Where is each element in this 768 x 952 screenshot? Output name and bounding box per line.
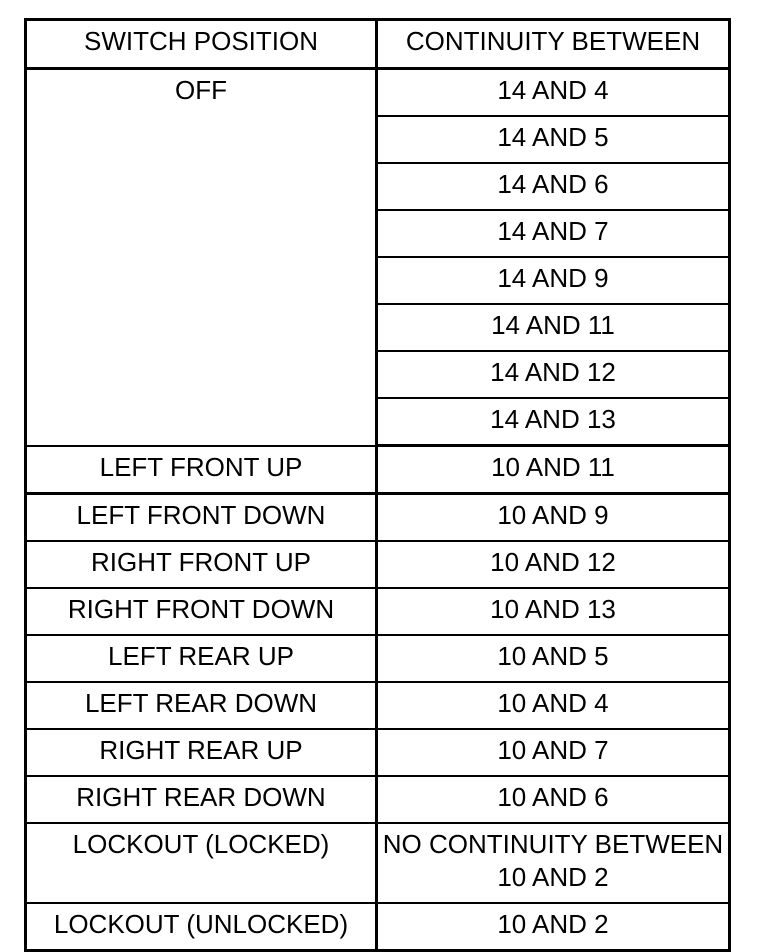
table-row <box>26 541 730 588</box>
table-row <box>26 494 730 542</box>
position-cell: LOCKOUT (LOCKED) <box>26 823 377 903</box>
continuity-cell: 14 AND 5 <box>377 116 730 163</box>
continuity-cell: 10 AND 12 <box>377 541 730 588</box>
continuity-cell: 10 AND 2 <box>377 903 730 951</box>
continuity-cell: NO CONTINUITY BETWEEN 10 AND 2 <box>377 823 730 903</box>
header-switch-position: SWITCH POSITION <box>26 20 377 69</box>
continuity-cell: 10 AND 6 <box>377 776 730 823</box>
position-cell: RIGHT FRONT UP <box>26 541 377 588</box>
continuity-cell: 10 AND 5 <box>377 635 730 682</box>
table-row <box>26 823 730 903</box>
table-row <box>26 69 730 117</box>
continuity-cell: 10 AND 11 <box>377 446 730 494</box>
position-cell: RIGHT REAR UP <box>26 729 377 776</box>
continuity-cell: 14 AND 6 <box>377 163 730 210</box>
header-row <box>26 20 730 69</box>
continuity-cell: 14 AND 4 <box>377 69 730 117</box>
table-row <box>26 446 730 494</box>
position-cell: LEFT FRONT DOWN <box>26 494 377 542</box>
continuity-table <box>24 18 731 952</box>
continuity-cell: 10 AND 13 <box>377 588 730 635</box>
position-cell: LEFT REAR UP <box>26 635 377 682</box>
continuity-cell: 10 AND 9 <box>377 494 730 542</box>
continuity-cell: 14 AND 7 <box>377 210 730 257</box>
position-cell: LEFT REAR DOWN <box>26 682 377 729</box>
table-row <box>26 729 730 776</box>
table-row <box>26 903 730 951</box>
header-continuity-between: CONTINUITY BETWEEN <box>377 20 730 69</box>
position-cell: RIGHT REAR DOWN <box>26 776 377 823</box>
continuity-cell: 14 AND 13 <box>377 398 730 446</box>
table-row <box>26 588 730 635</box>
position-cell: LOCKOUT (UNLOCKED) <box>26 903 377 951</box>
position-cell-off: OFF <box>26 69 377 446</box>
table-row <box>26 635 730 682</box>
table-row <box>26 682 730 729</box>
continuity-cell: 10 AND 4 <box>377 682 730 729</box>
continuity-cell: 14 AND 12 <box>377 351 730 398</box>
position-cell: RIGHT FRONT DOWN <box>26 588 377 635</box>
continuity-cell: 14 AND 11 <box>377 304 730 351</box>
continuity-cell: 10 AND 7 <box>377 729 730 776</box>
table-row <box>26 776 730 823</box>
continuity-cell: 14 AND 9 <box>377 257 730 304</box>
position-cell: LEFT FRONT UP <box>26 446 377 494</box>
